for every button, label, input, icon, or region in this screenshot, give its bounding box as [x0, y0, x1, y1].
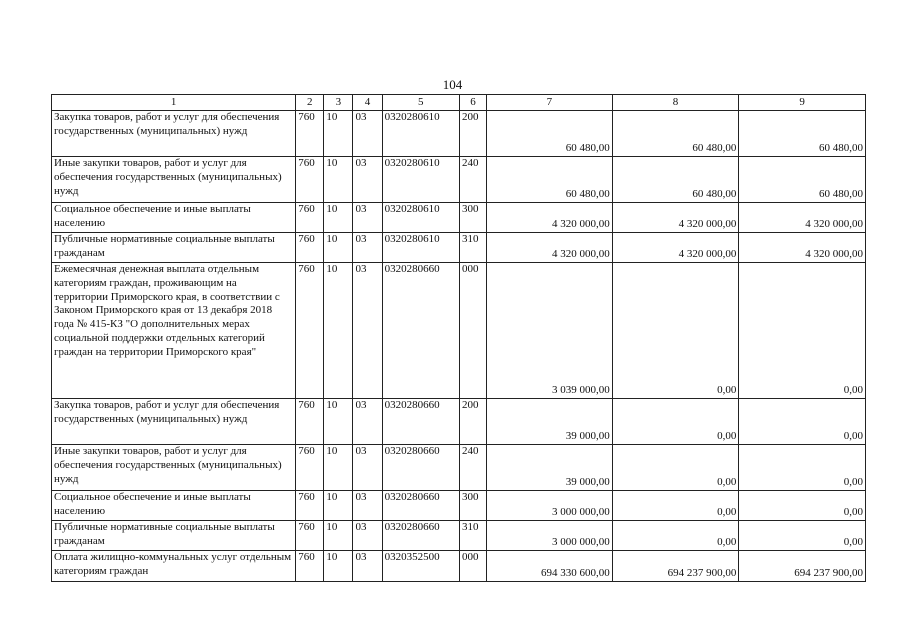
code-cell: 760 [296, 233, 324, 263]
item-name: Оплата жилищно-коммунальных услуг отдельным категориям граждан [52, 551, 296, 582]
amount-cell: 4 320 000,00 [612, 203, 739, 233]
code-cell: 760 [296, 157, 324, 203]
amount-cell: 4 320 000,00 [739, 233, 866, 263]
code-cell: 200 [459, 399, 486, 445]
code-cell: 10 [324, 551, 353, 582]
amount-cell: 3 000 000,00 [487, 521, 613, 551]
code-cell: 300 [459, 491, 486, 521]
code-cell: 10 [324, 445, 353, 491]
code-cell: 0320280660 [382, 445, 459, 491]
budget-table [51, 94, 866, 582]
amount-cell: 0,00 [612, 521, 739, 551]
amount-cell: 694 330 600,00 [487, 551, 613, 582]
item-name: Публичные нормативные социальные выплаты гражданам [52, 233, 296, 263]
code-cell: 0320280610 [382, 111, 459, 157]
amount-cell: 4 320 000,00 [487, 203, 613, 233]
item-name: Иные закупки товаров, работ и услуг для обеспечения государственных (муниципальных) нужд [52, 445, 296, 491]
code-cell: 760 [296, 445, 324, 491]
table-row [52, 157, 866, 203]
code-cell: 0320352500 [382, 551, 459, 582]
amount-cell: 0,00 [612, 263, 739, 399]
amount-cell: 60 480,00 [612, 111, 739, 157]
code-cell: 300 [459, 203, 486, 233]
amount-cell: 0,00 [612, 399, 739, 445]
code-cell: 760 [296, 521, 324, 551]
column-header: 6 [459, 95, 486, 111]
column-header: 2 [296, 95, 324, 111]
page-number: 104 [442, 77, 463, 92]
column-header: 4 [353, 95, 382, 111]
amount-cell: 0,00 [612, 491, 739, 521]
column-header: 8 [612, 95, 739, 111]
code-cell: 0320280660 [382, 521, 459, 551]
code-cell: 10 [324, 233, 353, 263]
table-row [52, 399, 866, 445]
item-name: Иные закупки товаров, работ и услуг для обеспечения государственных (муниципальных) нужд [52, 157, 296, 203]
amount-cell: 694 237 900,00 [739, 551, 866, 582]
code-cell: 03 [353, 111, 382, 157]
amount-cell: 0,00 [739, 445, 866, 491]
code-cell: 03 [353, 399, 382, 445]
column-header: 1 [52, 95, 296, 111]
code-cell: 03 [353, 521, 382, 551]
code-cell: 310 [459, 521, 486, 551]
code-cell: 0320280660 [382, 399, 459, 445]
code-cell: 10 [324, 203, 353, 233]
code-cell: 0320280610 [382, 203, 459, 233]
amount-cell: 60 480,00 [487, 157, 613, 203]
table-row [52, 233, 866, 263]
amount-cell: 4 320 000,00 [487, 233, 613, 263]
amount-cell: 3 000 000,00 [487, 491, 613, 521]
code-cell: 760 [296, 491, 324, 521]
code-cell: 0320280660 [382, 491, 459, 521]
amount-cell: 0,00 [739, 263, 866, 399]
code-cell: 10 [324, 521, 353, 551]
column-header: 7 [487, 95, 613, 111]
amount-cell: 694 237 900,00 [612, 551, 739, 582]
table-row [52, 263, 866, 399]
code-cell: 03 [353, 203, 382, 233]
table-row [52, 203, 866, 233]
code-cell: 0320280610 [382, 157, 459, 203]
code-cell: 000 [459, 263, 486, 399]
code-cell: 10 [324, 157, 353, 203]
code-cell: 03 [353, 157, 382, 203]
code-cell: 03 [353, 491, 382, 521]
code-cell: 10 [324, 491, 353, 521]
table-row [52, 491, 866, 521]
column-header: 5 [382, 95, 459, 111]
code-cell: 03 [353, 263, 382, 399]
code-cell: 310 [459, 233, 486, 263]
code-cell: 760 [296, 399, 324, 445]
code-cell: 000 [459, 551, 486, 582]
amount-cell: 4 320 000,00 [612, 233, 739, 263]
column-header: 3 [324, 95, 353, 111]
code-cell: 10 [324, 399, 353, 445]
table-row [52, 445, 866, 491]
code-cell: 03 [353, 233, 382, 263]
amount-cell: 0,00 [612, 445, 739, 491]
table-row [52, 551, 866, 582]
amount-cell: 60 480,00 [612, 157, 739, 203]
code-cell: 10 [324, 263, 353, 399]
code-cell: 0320280660 [382, 263, 459, 399]
amount-cell: 3 039 000,00 [487, 263, 613, 399]
amount-cell: 60 480,00 [739, 111, 866, 157]
amount-cell: 60 480,00 [487, 111, 613, 157]
item-name: Социальное обеспечение и иные выплаты населению [52, 203, 296, 233]
amount-cell: 0,00 [739, 521, 866, 551]
amount-cell: 39 000,00 [487, 445, 613, 491]
item-name: Публичные нормативные социальные выплаты гражданам [52, 521, 296, 551]
column-header: 9 [739, 95, 866, 111]
item-name: Ежемесячная денежная выплата отдельным категориям граждан, проживающим на территории Приморского края, в соответствии с Законом Приморского края от 13 декабря 2018 года № 415-КЗ "О дополнительных мерах социальной поддержки отдельных категорий граждан на территории Приморского края" [52, 263, 296, 399]
code-cell: 760 [296, 263, 324, 399]
code-cell: 760 [296, 551, 324, 582]
code-cell: 03 [353, 445, 382, 491]
table-row [52, 111, 866, 157]
code-cell: 0320280610 [382, 233, 459, 263]
code-cell: 240 [459, 157, 486, 203]
table-row [52, 521, 866, 551]
code-cell: 760 [296, 203, 324, 233]
item-name: Закупка товаров, работ и услуг для обеспечения государственных (муниципальных) нужд [52, 399, 296, 445]
code-cell: 200 [459, 111, 486, 157]
amount-cell: 60 480,00 [739, 157, 866, 203]
code-cell: 760 [296, 111, 324, 157]
amount-cell: 0,00 [739, 399, 866, 445]
item-name: Закупка товаров, работ и услуг для обеспечения государственных (муниципальных) нужд [52, 111, 296, 157]
code-cell: 03 [353, 551, 382, 582]
item-name: Социальное обеспечение и иные выплаты населению [52, 491, 296, 521]
code-cell: 10 [324, 111, 353, 157]
amount-cell: 0,00 [739, 491, 866, 521]
header-row [52, 95, 866, 111]
amount-cell: 39 000,00 [487, 399, 613, 445]
code-cell: 240 [459, 445, 486, 491]
amount-cell: 4 320 000,00 [739, 203, 866, 233]
